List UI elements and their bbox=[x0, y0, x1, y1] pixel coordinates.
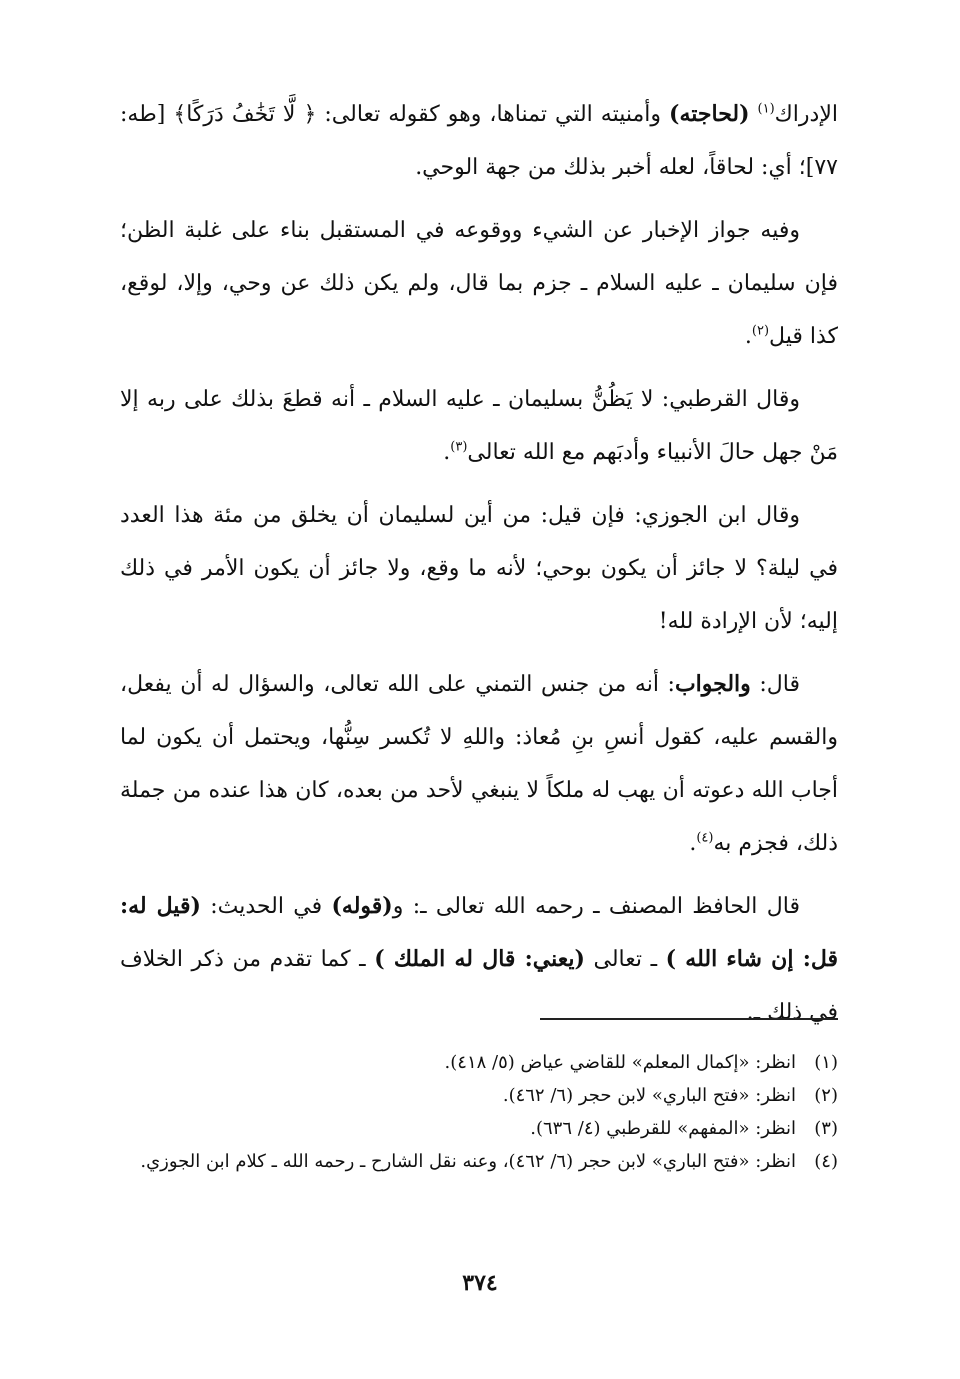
paragraph-2-end: . bbox=[744, 324, 752, 349]
paragraph-4-text: وقال ابن الجوزي: فإن قيل: من أين لسليمان أن يخلق من مئة هذا العدد في ليلة؟ لا جائز أن يكون بوحي؛ لأنه ما وقع، ولا جائز أن يكون الأمر في ذلك إليه؛ لأن الإرادة لله! bbox=[120, 503, 838, 634]
footnote-item bbox=[120, 1112, 838, 1145]
paragraph-6-text-c: ـ تعالى bbox=[584, 947, 666, 972]
footnote-divider bbox=[540, 1018, 838, 1020]
paragraph-6-text-b: في الحديث: bbox=[200, 894, 332, 919]
paragraph-6-text-a: قال الحافظ المصنف ـ رحمه الله تعالى ـ: و bbox=[392, 894, 800, 919]
paragraph-3-text: وقال القرطبي: لا يَظُنُّ بسليمان ـ عليه السلام ـ أنه قطعَ بذلك على ربه إلا مَنْ جهل حالَ الأنبياء وأدبَهم مع الله تعالى bbox=[120, 387, 838, 465]
page-number: ٣٧٤ bbox=[462, 1270, 498, 1296]
footnote-number: (٢) bbox=[814, 1085, 838, 1106]
paragraph-5-text-c: : أنه من جنس التمني على الله تعالى، والسؤال له أن يفعل، والقسم عليه، كقول أنسِ بنِ مُعاذ: واللهِ لا تُكسر سِنُّها، ويحتمل أن يكون لما أجاب الله دعوته أن يهب له ملكاً لا ينبغي لأحد من بعده، كان هذا عنده من جملة ذلك، فجزم به bbox=[120, 672, 838, 856]
page-body bbox=[120, 88, 838, 1049]
footnote-number: (١) bbox=[814, 1052, 838, 1073]
paragraph-6-bold-hadith-quote: (قيل له: قل: إن شاء الله ) bbox=[120, 893, 838, 972]
footnote-number: (٤) bbox=[814, 1151, 838, 1172]
paragraph-5-end: . bbox=[689, 831, 697, 856]
footnote-item bbox=[120, 1145, 838, 1178]
paragraph-5-bold-answer: والجواب bbox=[674, 671, 751, 697]
footnote-text: انظر: «المفهم» للقرطبي (٤/ ٦٣٦). bbox=[530, 1118, 796, 1139]
paragraph-4 bbox=[120, 489, 838, 648]
paragraph-1-text-a: الإدراك bbox=[774, 102, 838, 127]
footnote-ref-2: (٢) bbox=[751, 323, 770, 339]
footnote-number: (٣) bbox=[814, 1118, 838, 1139]
footnote-ref-3: (٣) bbox=[450, 439, 468, 455]
paragraph-1 bbox=[120, 88, 838, 194]
paragraph-6-bold-yani: (يعني: قال له الملك ) bbox=[374, 946, 585, 972]
paragraph-5 bbox=[120, 658, 838, 870]
footnote-ref-4: (٤) bbox=[696, 830, 714, 846]
paragraph-1-space bbox=[750, 102, 758, 127]
paragraph-6-bold-qawluhu: (قوله) bbox=[331, 893, 393, 919]
footnote-text: انظر: «إكمال المعلم» للقاضي عياض (٥/ ٤١٨). bbox=[444, 1052, 796, 1073]
paragraph-6-text-d: ـ كما تقدم من ذكر الخلاف في ذلك ـ. bbox=[120, 947, 838, 1025]
footnote-item bbox=[120, 1046, 838, 1079]
paragraph-2 bbox=[120, 204, 838, 363]
paragraph-3 bbox=[120, 373, 838, 479]
paragraph-5-text-a: قال: bbox=[750, 672, 800, 697]
footnote-text: انظر: «فتح الباري» لابن حجر (٦/ ٤٦٢)، وعنه نقل الشارح ـ رحمه الله ـ كلام ابن الجوزي. bbox=[140, 1151, 796, 1172]
paragraph-3-end: . bbox=[443, 440, 451, 465]
paragraph-6 bbox=[120, 880, 838, 1039]
footnote-ref-1: (١) bbox=[757, 101, 775, 117]
footnotes bbox=[120, 1046, 838, 1178]
footnote-item bbox=[120, 1079, 838, 1112]
footnote-text: انظر: «فتح الباري» لابن حجر (٦/ ٤٦٢). bbox=[502, 1085, 796, 1106]
paragraph-1-text-c: وأمنيته التي تمناها، وهو كقوله تعالى: ﴿ لَّا تَخَٰفُ دَرَكًا﴾ [طه: ٧٧]؛ أي: لحاقاً، لعله أخبر بذلك من جهة الوحي. bbox=[120, 102, 838, 180]
paragraph-1-bold-term: (لحاجته) bbox=[669, 101, 750, 127]
paragraph-2-text: وفيه جواز الإخبار عن الشيء ووقوعه في المستقبل بناء على غلبة الظن؛ فإن سليمان ـ عليه السلام ـ جزم بما قال، ولم يكن ذلك عن وحي، وإلا، لوقع، كذا قيل bbox=[120, 218, 838, 349]
